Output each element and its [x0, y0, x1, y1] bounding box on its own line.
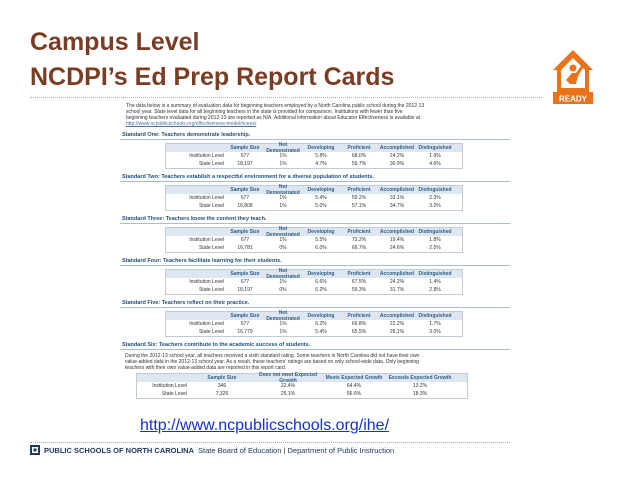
row-label: Institution Level	[152, 383, 187, 389]
table-header	[137, 374, 467, 382]
title-divider	[30, 97, 542, 98]
column-header: Developing	[307, 313, 335, 319]
table-row	[137, 382, 467, 390]
table-row	[166, 202, 462, 210]
table-cell: 57.1%	[351, 203, 367, 209]
row-label: Institution Level	[189, 195, 224, 201]
table-cell: 16,781	[237, 245, 253, 251]
standard-table	[165, 311, 463, 337]
column-header: Developing	[307, 145, 335, 151]
standard-section	[120, 300, 510, 337]
table-row	[166, 194, 462, 202]
table-cell: 13.2%	[412, 383, 428, 389]
table-cell: 1.8%	[429, 237, 441, 243]
standard-section	[120, 174, 510, 211]
table-cell: 0%	[279, 287, 287, 293]
table-cell: 1%	[279, 321, 287, 327]
table-cell: 6.6%	[315, 279, 327, 285]
table-cell: 69.8%	[351, 321, 367, 327]
row-label: State Level	[198, 287, 224, 293]
table-cell: 56.6%	[346, 391, 362, 397]
column-header: Sample Size	[230, 229, 260, 235]
table-cell: 3.2%	[429, 203, 441, 209]
table-cell: 59.3%	[351, 287, 367, 293]
standard-title: Standard Five: Teachers reflect on their practice.	[120, 300, 510, 308]
column-header: Proficient	[347, 187, 371, 193]
column-header: Accomplished	[379, 271, 415, 277]
table-cell: 59.2%	[351, 195, 367, 201]
column-header: Accomplished	[379, 313, 415, 319]
table-cell: 16,808	[237, 203, 253, 209]
table-cell: 677	[240, 195, 250, 201]
table-cell: 3.0%	[429, 329, 441, 335]
table-header	[166, 144, 462, 152]
table-row	[166, 320, 462, 328]
column-header: Developing	[307, 271, 335, 277]
table-cell: 1%	[279, 195, 287, 201]
table-cell: 66.7%	[351, 245, 367, 251]
standard-table	[165, 269, 463, 295]
row-label: State Level	[198, 329, 224, 335]
row-label: Institution Level	[189, 153, 224, 159]
column-header: Distinguished	[418, 187, 452, 193]
standard-section	[120, 258, 510, 295]
row-label: State Level	[198, 161, 224, 167]
table-cell: 677	[240, 279, 250, 285]
standard-six-table	[136, 373, 468, 399]
table-header	[166, 270, 462, 278]
column-header: Proficient	[347, 313, 371, 319]
table-cell: 6.0%	[315, 245, 327, 251]
footer-org: PUBLIC SCHOOLS OF NORTH CAROLINA	[44, 445, 194, 455]
table-cell: 73.2%	[351, 237, 367, 243]
table-cell: 2.3%	[429, 195, 441, 201]
ihe-link[interactable]: http://www.ncpublicschools.org/ihe/	[140, 417, 390, 434]
table-cell: 26.1%	[389, 329, 405, 335]
report-intro	[126, 103, 482, 127]
table-row	[137, 390, 467, 398]
table-cell: 2.8%	[429, 287, 441, 293]
column-header: Not Demonstrated	[266, 268, 300, 280]
standard-title: Standard Six: Teachers contribute to the academic success of students.	[120, 342, 510, 350]
standard-section	[120, 216, 510, 253]
column-header: Accomplished	[379, 187, 415, 193]
standard-title: Standard Four: Teachers facilitate learning for their students.	[120, 258, 510, 266]
footer	[30, 442, 510, 456]
table-row	[166, 244, 462, 252]
table-cell: 30.9%	[389, 161, 405, 167]
ready-logo-text: READY	[558, 94, 588, 104]
row-label: Institution Level	[189, 321, 224, 327]
table-row	[166, 286, 462, 294]
table-cell: 22.2%	[389, 321, 405, 327]
table-cell: 22.4%	[280, 383, 296, 389]
ready-logo	[545, 44, 601, 106]
column-header: Proficient	[347, 229, 371, 235]
column-header: Meets Expected Growth	[325, 375, 383, 381]
intro-line: The data below is a summary of evaluation data for beginning teachers employed by a North Carolina public school during the 2012-13	[126, 103, 425, 109]
table-cell: 19.4%	[389, 237, 405, 243]
table-cell: 18,197	[237, 161, 253, 167]
row-label: State Level	[198, 245, 224, 251]
column-header: Distinguished	[418, 271, 452, 277]
note-line: value-added data in the 2012-13 school year. As a result, these teachers' ratings are based on only school-wide data. Only beginning	[125, 359, 419, 365]
standard-section	[120, 342, 510, 399]
table-cell: 64.4%	[346, 383, 362, 389]
table-cell: 67.5%	[351, 279, 367, 285]
table-cell: 346	[217, 383, 227, 389]
table-row	[166, 278, 462, 286]
table-cell: 31.7%	[389, 287, 405, 293]
table-cell: 1.9%	[429, 153, 441, 159]
standard-title: Standard Three: Teachers know the content they teach.	[120, 216, 510, 224]
slide-title-line2: NCDPI’s Ed Prep Report Cards	[30, 63, 395, 91]
table-cell: 1.7%	[429, 321, 441, 327]
table-cell: 7,326	[215, 391, 229, 397]
table-cell: 677	[240, 153, 250, 159]
column-header: Not Demonstrated	[266, 184, 300, 196]
note-line: During the 2012-13 school year, all teachers received a sixth standard rating. Some teachers in North Carolina did not have their own	[125, 353, 420, 359]
table-cell: 1%	[279, 237, 287, 243]
intro-line: beginning teachers evaluated during 2012-13 are reported as N/A. Additional information about Educator Effectiveness is available at	[126, 115, 420, 121]
table-cell: 4.6%	[429, 161, 441, 167]
table-row	[166, 328, 462, 336]
column-header: Distinguished	[418, 145, 452, 151]
table-cell: 6.2%	[315, 321, 327, 327]
column-header: Developing	[307, 229, 335, 235]
table-cell: 5.8%	[315, 153, 327, 159]
report-card-image	[120, 99, 510, 415]
table-cell: 65.5%	[351, 329, 367, 335]
column-header: Distinguished	[418, 313, 452, 319]
table-cell: 1%	[279, 161, 287, 167]
table-cell: 2.5%	[429, 245, 441, 251]
table-cell: 677	[240, 321, 250, 327]
standard-title: Standard One: Teachers demonstrate leadership.	[120, 132, 510, 140]
row-label: Institution Level	[189, 237, 224, 243]
table-header	[166, 186, 462, 194]
table-cell: 24.2%	[389, 279, 405, 285]
column-header: Not Demonstrated	[266, 310, 300, 322]
note-line: teachers with their own value-added data are reported in this report card.	[125, 365, 287, 371]
table-cell: 24.6%	[389, 245, 405, 251]
table-cell: 1%	[279, 329, 287, 335]
column-header: Does not meet Expected Growth	[258, 372, 318, 384]
column-header: Sample Size	[230, 145, 260, 151]
column-header: Proficient	[347, 145, 371, 151]
table-cell: 4.7%	[315, 161, 327, 167]
intro-line: school year. State level data for all beginning teachers in the state is provided for comparison. Institutions with fewer than five	[126, 109, 403, 115]
table-cell: 68.0%	[351, 153, 367, 159]
standard-table	[165, 185, 463, 211]
standard-title: Standard Two: Teachers establish a respectful environment for a diverse population of students.	[120, 174, 510, 182]
column-header: Not Demonstrated	[266, 142, 300, 154]
table-cell: 24.2%	[389, 153, 405, 159]
footer-department: State Board of Education | Department of Public Instruction	[198, 445, 395, 455]
column-header: Sample Size	[230, 313, 260, 319]
table-header	[166, 228, 462, 236]
table-row	[166, 236, 462, 244]
table-cell: 1%	[279, 153, 287, 159]
table-cell: 16,779	[237, 329, 253, 335]
table-cell: 677	[240, 237, 250, 243]
intro-link[interactable]: http://www.ncpublicschools.org/effectiveness-model/ncees/	[126, 121, 257, 127]
table-cell: 34.7%	[389, 203, 405, 209]
column-header: Not Demonstrated	[266, 226, 300, 238]
standard-table	[165, 227, 463, 253]
column-header: Sample Size	[230, 271, 260, 277]
column-header: Sample Size	[207, 375, 237, 381]
table-cell: 5.4%	[315, 195, 327, 201]
row-label: State Level	[198, 203, 224, 209]
table-cell: 6.2%	[315, 287, 327, 293]
column-header: Distinguished	[418, 229, 452, 235]
column-header: Accomplished	[379, 145, 415, 151]
column-header: Developing	[307, 187, 335, 193]
state-seal-icon	[30, 445, 40, 455]
table-cell: 25.1%	[280, 391, 296, 397]
table-row	[166, 152, 462, 160]
table-cell: 5.4%	[315, 329, 327, 335]
row-label: Institution Level	[189, 279, 224, 285]
slide-title-line1: Campus Level	[30, 28, 200, 56]
standard-six-note	[125, 353, 493, 371]
column-header: Exceeds Expected Growth	[388, 375, 452, 381]
table-cell: 1%	[279, 279, 287, 285]
column-header: Accomplished	[379, 229, 415, 235]
column-header: Sample Size	[230, 187, 260, 193]
table-row	[166, 160, 462, 168]
table-cell: 5.5%	[315, 237, 327, 243]
standard-section	[120, 132, 510, 169]
table-cell: 5.0%	[315, 203, 327, 209]
table-cell: 33.1%	[389, 195, 405, 201]
table-header	[166, 312, 462, 320]
table-cell: 1.4%	[429, 279, 441, 285]
column-header: Proficient	[347, 271, 371, 277]
row-label: State Level	[161, 391, 187, 397]
standard-table	[165, 143, 463, 169]
table-cell: 59.7%	[351, 161, 367, 167]
table-cell: 18.3%	[412, 391, 428, 397]
table-cell: 0%	[279, 245, 287, 251]
table-cell: 18,197	[237, 287, 253, 293]
table-cell: 1%	[279, 203, 287, 209]
